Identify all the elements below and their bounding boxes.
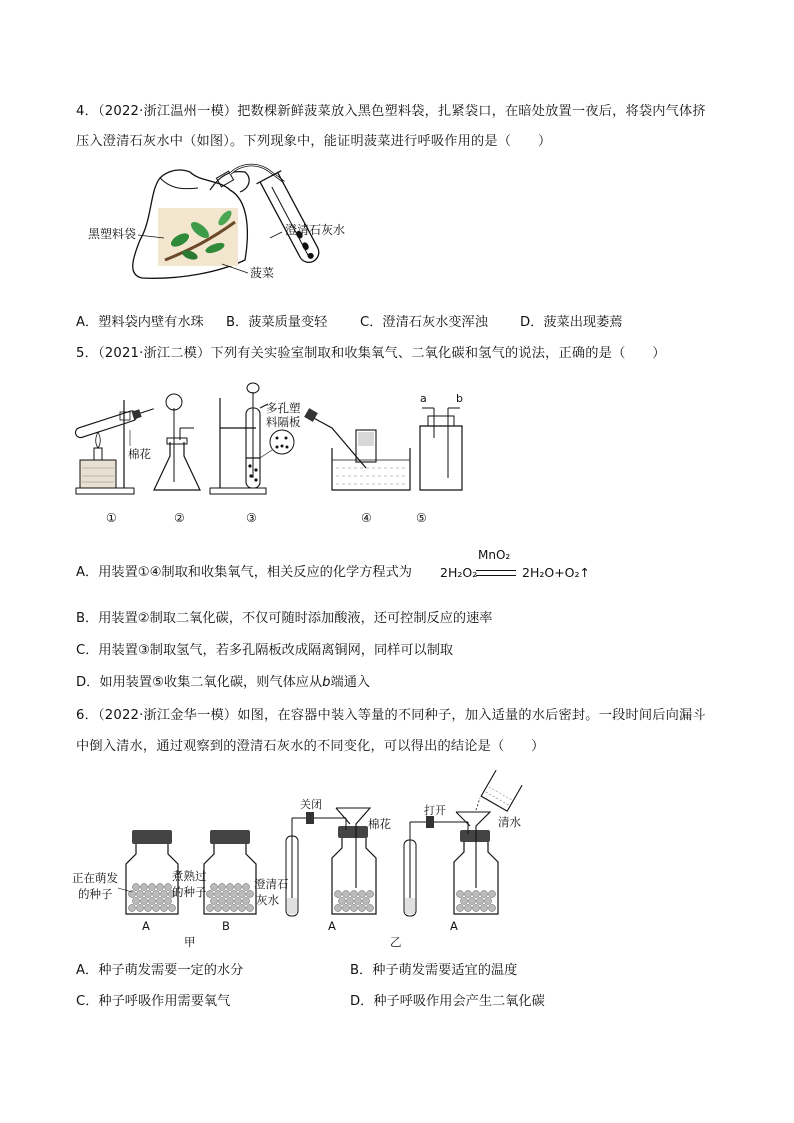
apparatus-number-1: ①: [106, 511, 117, 525]
q4-figure: [80, 160, 380, 290]
label-jar-A-3: A: [450, 919, 458, 933]
apparatus-number-5: ⑤: [416, 511, 427, 525]
apparatus-number-4: ④: [361, 511, 372, 525]
label-jar-A-2: A: [328, 919, 336, 933]
label-germinating-2: 的种子: [78, 887, 113, 901]
q5-option-c[interactable]: C．用装置③制取氢气，若多孔隔板改成隔离铜网，同样可以制取: [76, 643, 454, 658]
q4-option-b[interactable]: B．菠菜质量变轻: [226, 315, 328, 330]
label-group-yi: 乙: [390, 935, 402, 949]
q6-stem-line1: 6．（2022·浙江金华一模）如图，在容器中装入等量的不同种子，加入适量的水后密封。一段时间后向漏斗: [76, 708, 706, 723]
q4-stem-line1: 4．（2022·浙江温州一模）把数棵新鲜菠菜放入黑色塑料袋，扎紧袋口，在暗处放置一夜后，将袋内气体挤: [76, 104, 706, 119]
apparatus-4: [304, 408, 410, 490]
label-jar-A-1: A: [142, 919, 150, 933]
label-port-a: a: [420, 392, 427, 405]
equation-right: 2H₂O+O₂↑: [522, 565, 590, 580]
label-spinach: 菠菜: [250, 266, 275, 280]
label-cooked-2: 的种子: [172, 885, 207, 899]
label-porous-plate-1: 多孔塑: [266, 401, 301, 415]
setup-open: [404, 770, 522, 916]
apparatus-1: [74, 400, 155, 494]
label-limewater-1: 澄清石: [254, 877, 289, 891]
q5-option-b[interactable]: B．用装置②制取二氧化碳，不仅可随时添加酸液，还可控制反应的速率: [76, 611, 493, 626]
q6-stem-line2: 中倒入清水，通过观察到的澄清石灰水的不同变化，可以得出的结论是（ ）: [76, 739, 545, 754]
label-porous-plate-2: 料隔板: [266, 415, 301, 429]
label-open: 打开: [424, 804, 446, 817]
equation-condition: MnO₂: [478, 548, 511, 562]
q6-option-d[interactable]: D．种子呼吸作用会产生二氧化碳: [350, 994, 545, 1009]
apparatus-2: [154, 394, 200, 490]
label-cotton-2: 棉花: [368, 817, 391, 831]
jar-cooked: [204, 830, 256, 914]
label-jar-B: B: [222, 919, 230, 933]
q4-option-c[interactable]: C．澄清石灰水变浑浊: [360, 315, 488, 330]
q5-option-d-suffix: 端通入: [330, 675, 371, 690]
label-port-b: b: [456, 392, 463, 405]
label-black-bag: 黑塑料袋: [88, 227, 137, 241]
label-closed: 关闭: [300, 798, 322, 811]
apparatus-number-2: ②: [174, 511, 185, 525]
setup-closed: [286, 808, 376, 916]
equation-arrow: [476, 570, 516, 576]
label-germinating-1: 正在萌发: [72, 871, 118, 885]
label-cotton-1: 棉花: [128, 447, 151, 461]
jar-germinating: [126, 830, 178, 914]
q6-option-a[interactable]: A．种子萌发需要一定的水分: [76, 963, 244, 978]
q6-option-b[interactable]: B．种子萌发需要适宜的温度: [350, 963, 518, 978]
limewater-test-tube: [257, 171, 326, 268]
q4-option-a[interactable]: A．塑料袋内壁有水珠: [76, 315, 204, 330]
label-limewater-2: 灰水: [256, 893, 279, 907]
label-group-jia: 甲: [184, 935, 196, 949]
q5-option-a[interactable]: A．用装置①④制取和收集氧气，相关反应的化学方程式为: [76, 565, 412, 580]
q5-stem: 5．（2021·浙江二模）下列有关实验室制取和收集氧气、二氧化碳和氢气的说法，正确的是（ ）: [76, 346, 666, 361]
q5-option-d-text: D．如用装置⑤收集二氧化碳，则气体应从: [76, 675, 323, 690]
label-limewater: 澄清石灰水: [285, 223, 346, 237]
apparatus-5: [420, 392, 463, 490]
q4-option-d[interactable]: D．菠菜出现萎蔫: [520, 315, 623, 330]
q6-figure: [70, 768, 540, 952]
label-clear-water: 清水: [498, 815, 521, 829]
equation-left: 2H₂O₂: [440, 565, 478, 580]
q5-apparatus-figure: [70, 378, 490, 530]
port-b-variable: b: [322, 675, 331, 690]
q4-stem-line2: 压入澄清石灰水中（如图）。下列现象中，能证明菠菜进行呼吸作用的是（ ）: [76, 134, 552, 149]
label-cooked-1: 煮熟过: [172, 869, 207, 883]
apparatus-3: [210, 383, 301, 494]
apparatus-number-3: ③: [246, 511, 257, 525]
q5-option-d[interactable]: [76, 674, 370, 692]
q6-option-c[interactable]: C．种子呼吸作用需要氧气: [76, 994, 231, 1009]
